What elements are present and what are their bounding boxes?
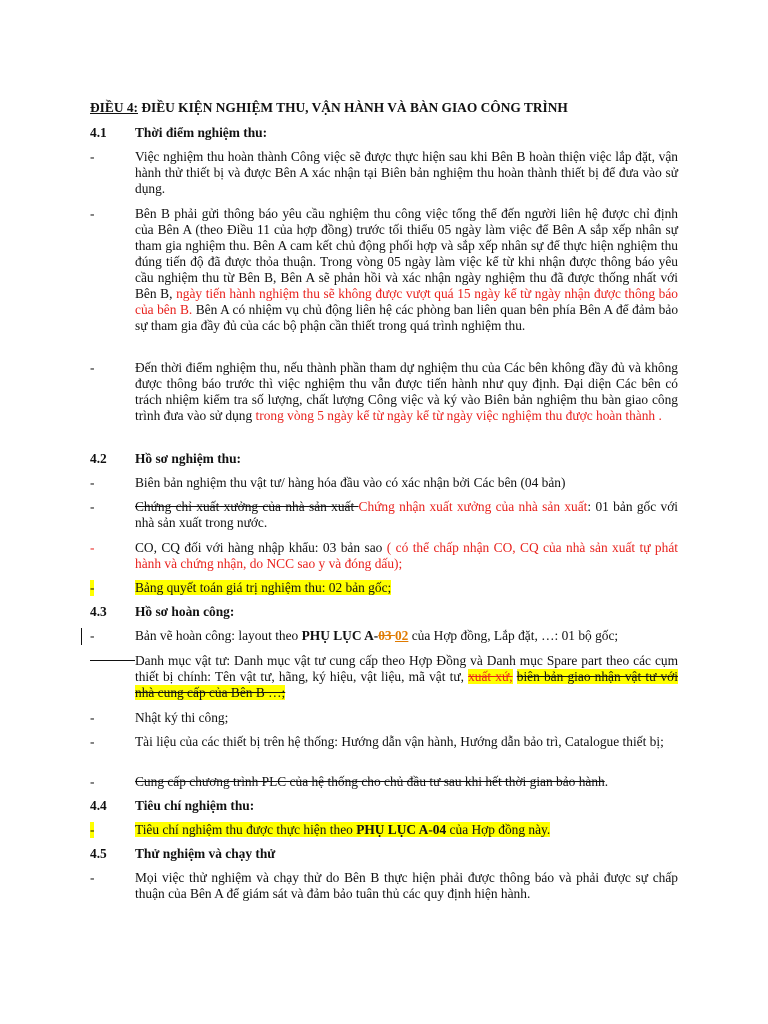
list-item (90, 149, 678, 197)
list-dash: - (90, 149, 95, 164)
inserted-text: trong vòng 5 ngày kể từ ngày kể từ ngày việc nghiệm thu được hoàn thành . (255, 408, 662, 423)
list-item (90, 822, 678, 838)
section-number: 4.1 (90, 125, 107, 140)
list-item (90, 540, 678, 572)
list-dash: - (90, 499, 95, 514)
section-number: 4.3 (90, 604, 107, 619)
list-dash: - (90, 360, 95, 375)
deleted-text: Chứng chỉ xuất xưởng của nhà sản xuất (135, 499, 359, 514)
paragraph (135, 540, 678, 572)
appendix-ref: PHỤ LỤC A-04 (356, 822, 447, 837)
text-run: của Hợp đồng, Lắp đặt, …: 01 bộ gốc; (408, 628, 619, 643)
list-dash: - (90, 475, 95, 490)
paragraph: Mọi việc thử nghiệm và chạy thử do Bên B thực hiện phải được thông báo và phải được sự chấp thuận của Bên A để giám sát và đảm bảo tuân thủ các quy định hiện hành. (135, 870, 678, 901)
text-run: CO, CQ đối với hàng nhập khẩu: 03 bản sao (135, 540, 387, 555)
change-bar (81, 628, 82, 645)
list-item (90, 580, 678, 596)
list-dash: - (90, 710, 95, 725)
inserted-text: ngày tiến hành nghiệm thu sẽ không được vượt quá 15 ngày kể từ ngày nhận được thông báo của bên B. (135, 286, 678, 317)
paragraph (135, 206, 678, 334)
article-heading: ĐIỀU KIỆN NGHIỆM THU, VẬN HÀNH VÀ BÀN GIAO CÔNG TRÌNH (138, 100, 568, 115)
list-item (90, 653, 678, 701)
list-item (90, 475, 678, 491)
section-title: Tiêu chí nghiệm thu: (135, 798, 255, 813)
paragraph (135, 653, 678, 701)
section-number: 4.4 (90, 798, 107, 813)
section-title: Hồ sơ hoàn công: (135, 604, 235, 619)
text-run: Tiêu chí nghiệm thu được thực hiện theo (135, 822, 357, 837)
list-item (90, 499, 678, 531)
list-dash: - (90, 870, 95, 885)
text-run: Bên A có nhiệm vụ chủ động liên hệ các phòng ban liên quan bên phía Bên A để đảm bảo sự tham gia đầy đủ của các bộ phận cần thiết trong quá trình nghiệm thu. (135, 302, 679, 333)
list-item (90, 870, 678, 902)
deleted-text: 03 (378, 628, 395, 643)
list-dash: - (90, 822, 95, 837)
list-item (90, 734, 678, 750)
section-number: 4.5 (90, 846, 107, 861)
deleted-text: Cung cấp chương trình PLC của hệ thống cho chủ đầu tư sau khi hết thời gian bảo hành (135, 774, 605, 789)
list-item (90, 628, 678, 644)
paragraph: Việc nghiệm thu hoàn thành Công việc sẽ được thực hiện sau khi Bên B hoàn thiện việc lắp đặt, vận hành thử thiết bị và được Bên A xác nhận tại Biên bản nghiệm thu hoàn thành thiết bị để đưa vào sử dụng. (135, 149, 678, 196)
section-4-3-heading (90, 604, 234, 620)
deleted-text: biên bản giao nhận vật tư với nhà cung cấp của Bên B …; (135, 669, 678, 700)
paragraph (135, 360, 678, 424)
section-number: 4.2 (90, 451, 107, 466)
section-title: Hồ sơ nghiệm thu: (135, 451, 242, 466)
highlighted-text: Bảng quyết toán giá trị nghiệm thu: 02 bản gốc; (135, 580, 392, 595)
article-title (90, 100, 568, 116)
paragraph: Nhật ký thi công; (135, 710, 229, 725)
list-item (90, 360, 678, 424)
text-run: của Hợp đồng này. (446, 822, 551, 837)
text-run: Đến thời điểm nghiệm thu, nếu thành phần tham dự nghiệm thu của Các bên không đầy đủ và không được thông báo trước thì việc nghiệm thu vẫn được tiến hành như quy định. Đại diện Các bên có trách nhiệm kiểm tra số lượng, chất lượng Công việc và ký vào Biên bản nghiệm thu bàn giao công trình đưa vào sử dụng (135, 360, 678, 423)
list-dash: - (90, 628, 95, 643)
inserted-text: ( có thể chấp nhận CO, CQ của nhà sản xuất tự phát hành và chứng nhận, do NCC sao y và đóng dấu); (135, 540, 678, 571)
section-title: Thử nghiệm và chạy thử (135, 846, 276, 861)
section-4-2-heading (90, 451, 241, 467)
text-run: . (604, 774, 609, 789)
text-run: Bên B phải gửi thông báo yêu cầu nghiệm thu công việc tổng thể đến người liên hệ được chỉ định của Bên A (theo Điều 11 của hợp đồng) trước tối thiểu 05 ngày làm việc để Bên A sắp xếp nhân sự tham gia nghiệm thu. Bên A cam kết chủ động phối hợp và sắp xếp nhân sự để thực hiện nghiệm thu đúng tiến độ đã được thỏa thuận. Trong vòng 05 ngày làm việc kể từ khi nhận được thông báo yêu cầu nghiệm thu từ Bên B, Bên A sẽ phản hồi và xác nhận ngày nghiệm thu đã được thống nhất với Bên B, (135, 206, 678, 301)
section-4-1-heading (90, 125, 267, 141)
list-dash: - (90, 540, 95, 555)
paragraph (135, 499, 678, 531)
text-run: : 01 bản gốc với nhà sản xuất trong nước. (135, 499, 678, 530)
list-dash: - (90, 774, 95, 789)
text-run: Bản vẽ hoàn công: layout theo (135, 628, 302, 643)
paragraph: Tài liệu của các thiết bị trên hệ thống: Hướng dẫn vận hành, Hướng dẫn bảo trì, Catalogue thiết bị; (135, 734, 664, 749)
section-4-4-heading (90, 798, 254, 814)
article-number: ĐIỀU 4: (90, 100, 138, 115)
inserted-text: 02 (394, 628, 409, 643)
text-run: Danh mục vật tư: Danh mục vật tư cung cấp theo Hợp Đồng và Danh mục Spare part theo các cụm thiết bị chính: Tên vật tư, hãng, ký hiệu, vật liệu, mã vật tư, (135, 653, 678, 684)
list-dash: - (90, 206, 95, 221)
paragraph (135, 628, 678, 644)
list-dash: - (90, 580, 95, 595)
appendix-ref: PHỤ LỤC A- (301, 628, 379, 643)
section-4-5-heading (90, 846, 275, 862)
section-title: Thời điểm nghiệm thu: (135, 125, 268, 140)
deleted-text: xuất xứ, (468, 669, 513, 684)
paragraph (135, 774, 678, 790)
list-item (90, 206, 678, 334)
paragraph (135, 580, 678, 596)
paragraph (135, 822, 678, 838)
list-item (90, 774, 678, 790)
inserted-text: Chứng nhận xuất xưởng của nhà sản xuất (358, 499, 588, 514)
paragraph: Biên bản nghiệm thu vật tư/ hàng hóa đầu vào có xác nhận bởi Các bên (04 bản) (135, 475, 566, 490)
list-dash: - (90, 734, 95, 749)
list-item (90, 710, 678, 726)
highlighted-text (135, 822, 550, 837)
